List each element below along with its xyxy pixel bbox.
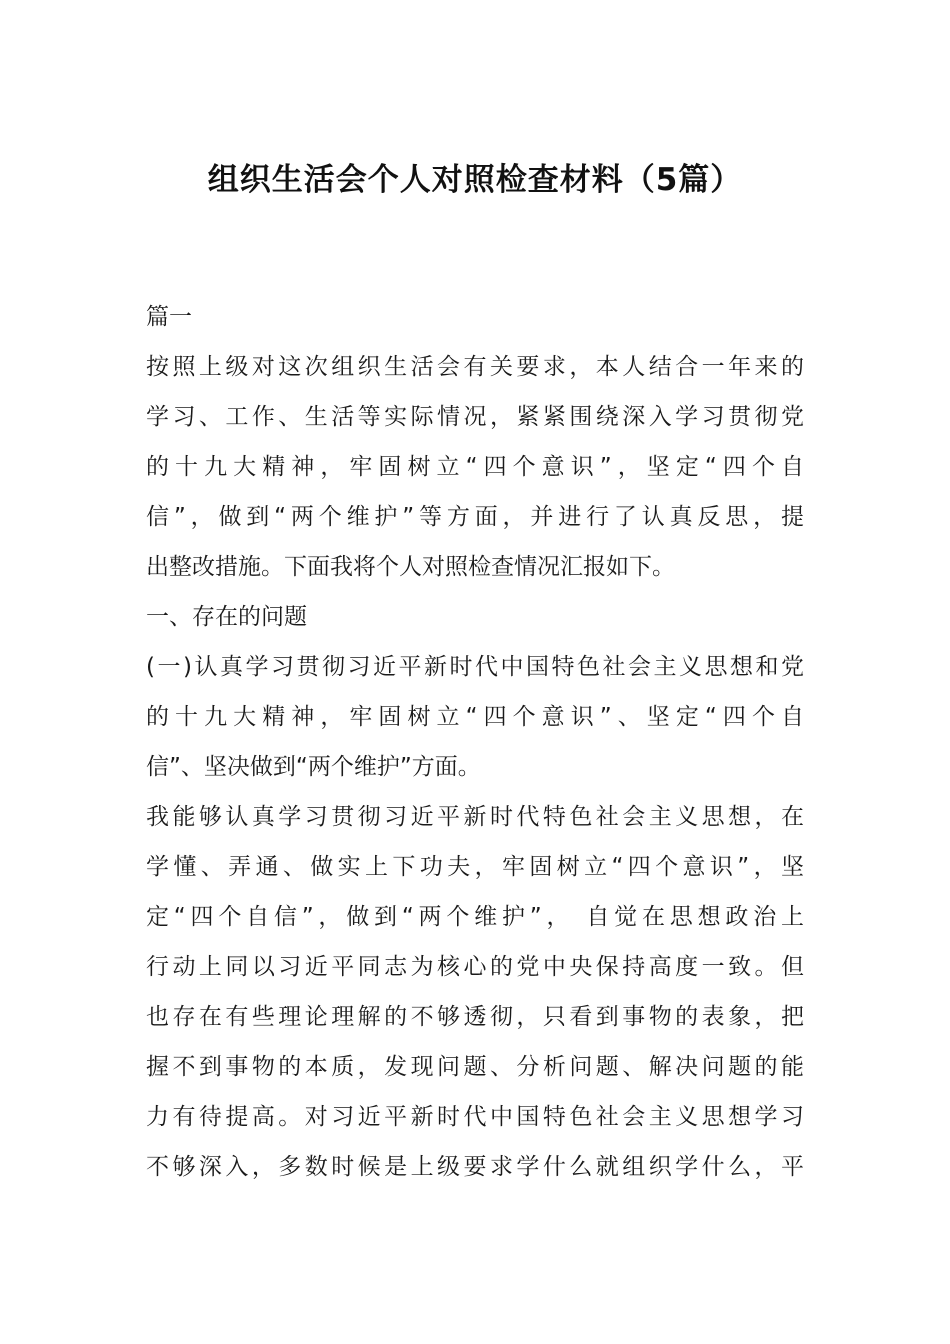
text-line: 篇一	[146, 304, 192, 330]
text-line: 的十九大精神，牢固树立“四个意识”、坚定“四个自	[146, 704, 804, 730]
text-line: 信”、坚决做到“两个维护”方面。	[146, 754, 481, 780]
text-line: 行动上同以习近平同志为核心的党中央保持高度一致。但	[146, 954, 804, 980]
text-line: 定“四个自信”，做到“两个维护”， 自觉在思想政治上	[146, 904, 804, 930]
text-line: (一)认真学习贯彻习近平新时代中国特色社会主义思想和党	[146, 654, 804, 680]
text-line: 力有待提高。对习近平新时代中国特色社会主义思想学习	[146, 1104, 804, 1130]
text-line: 出整改措施。下面我将个人对照检查情况汇报如下。	[146, 554, 675, 580]
document-title: 组织生活会个人对照检查材料（5篇）	[207, 162, 743, 198]
text-line: 信”，做到“两个维护”等方面，并进行了认真反思，提	[146, 504, 804, 530]
text-line: 我能够认真学习贯彻习近平新时代特色社会主义思想，在	[146, 804, 804, 830]
text-line: 学习、工作、生活等实际情况，紧紧围绕深入学习贯彻党	[146, 404, 804, 430]
text-line: 一、存在的问题	[146, 604, 307, 630]
text-line: 按照上级对这次组织生活会有关要求，本人结合一年来的	[146, 354, 804, 380]
text-line: 学懂、弄通、做实上下功夫，牢固树立“四个意识”，坚	[146, 854, 804, 880]
text-line: 的十九大精神，牢固树立“四个意识”，坚定“四个自	[146, 454, 804, 480]
text-line: 也存在有些理论理解的不够透彻，只看到事物的表象，把	[146, 1004, 804, 1030]
text-line: 不够深入，多数时候是上级要求学什么就组织学什么，平	[146, 1154, 804, 1180]
document-body	[146, 292, 804, 1192]
text-line: 握不到事物的本质，发现问题、分析问题、解决问题的能	[146, 1054, 804, 1080]
